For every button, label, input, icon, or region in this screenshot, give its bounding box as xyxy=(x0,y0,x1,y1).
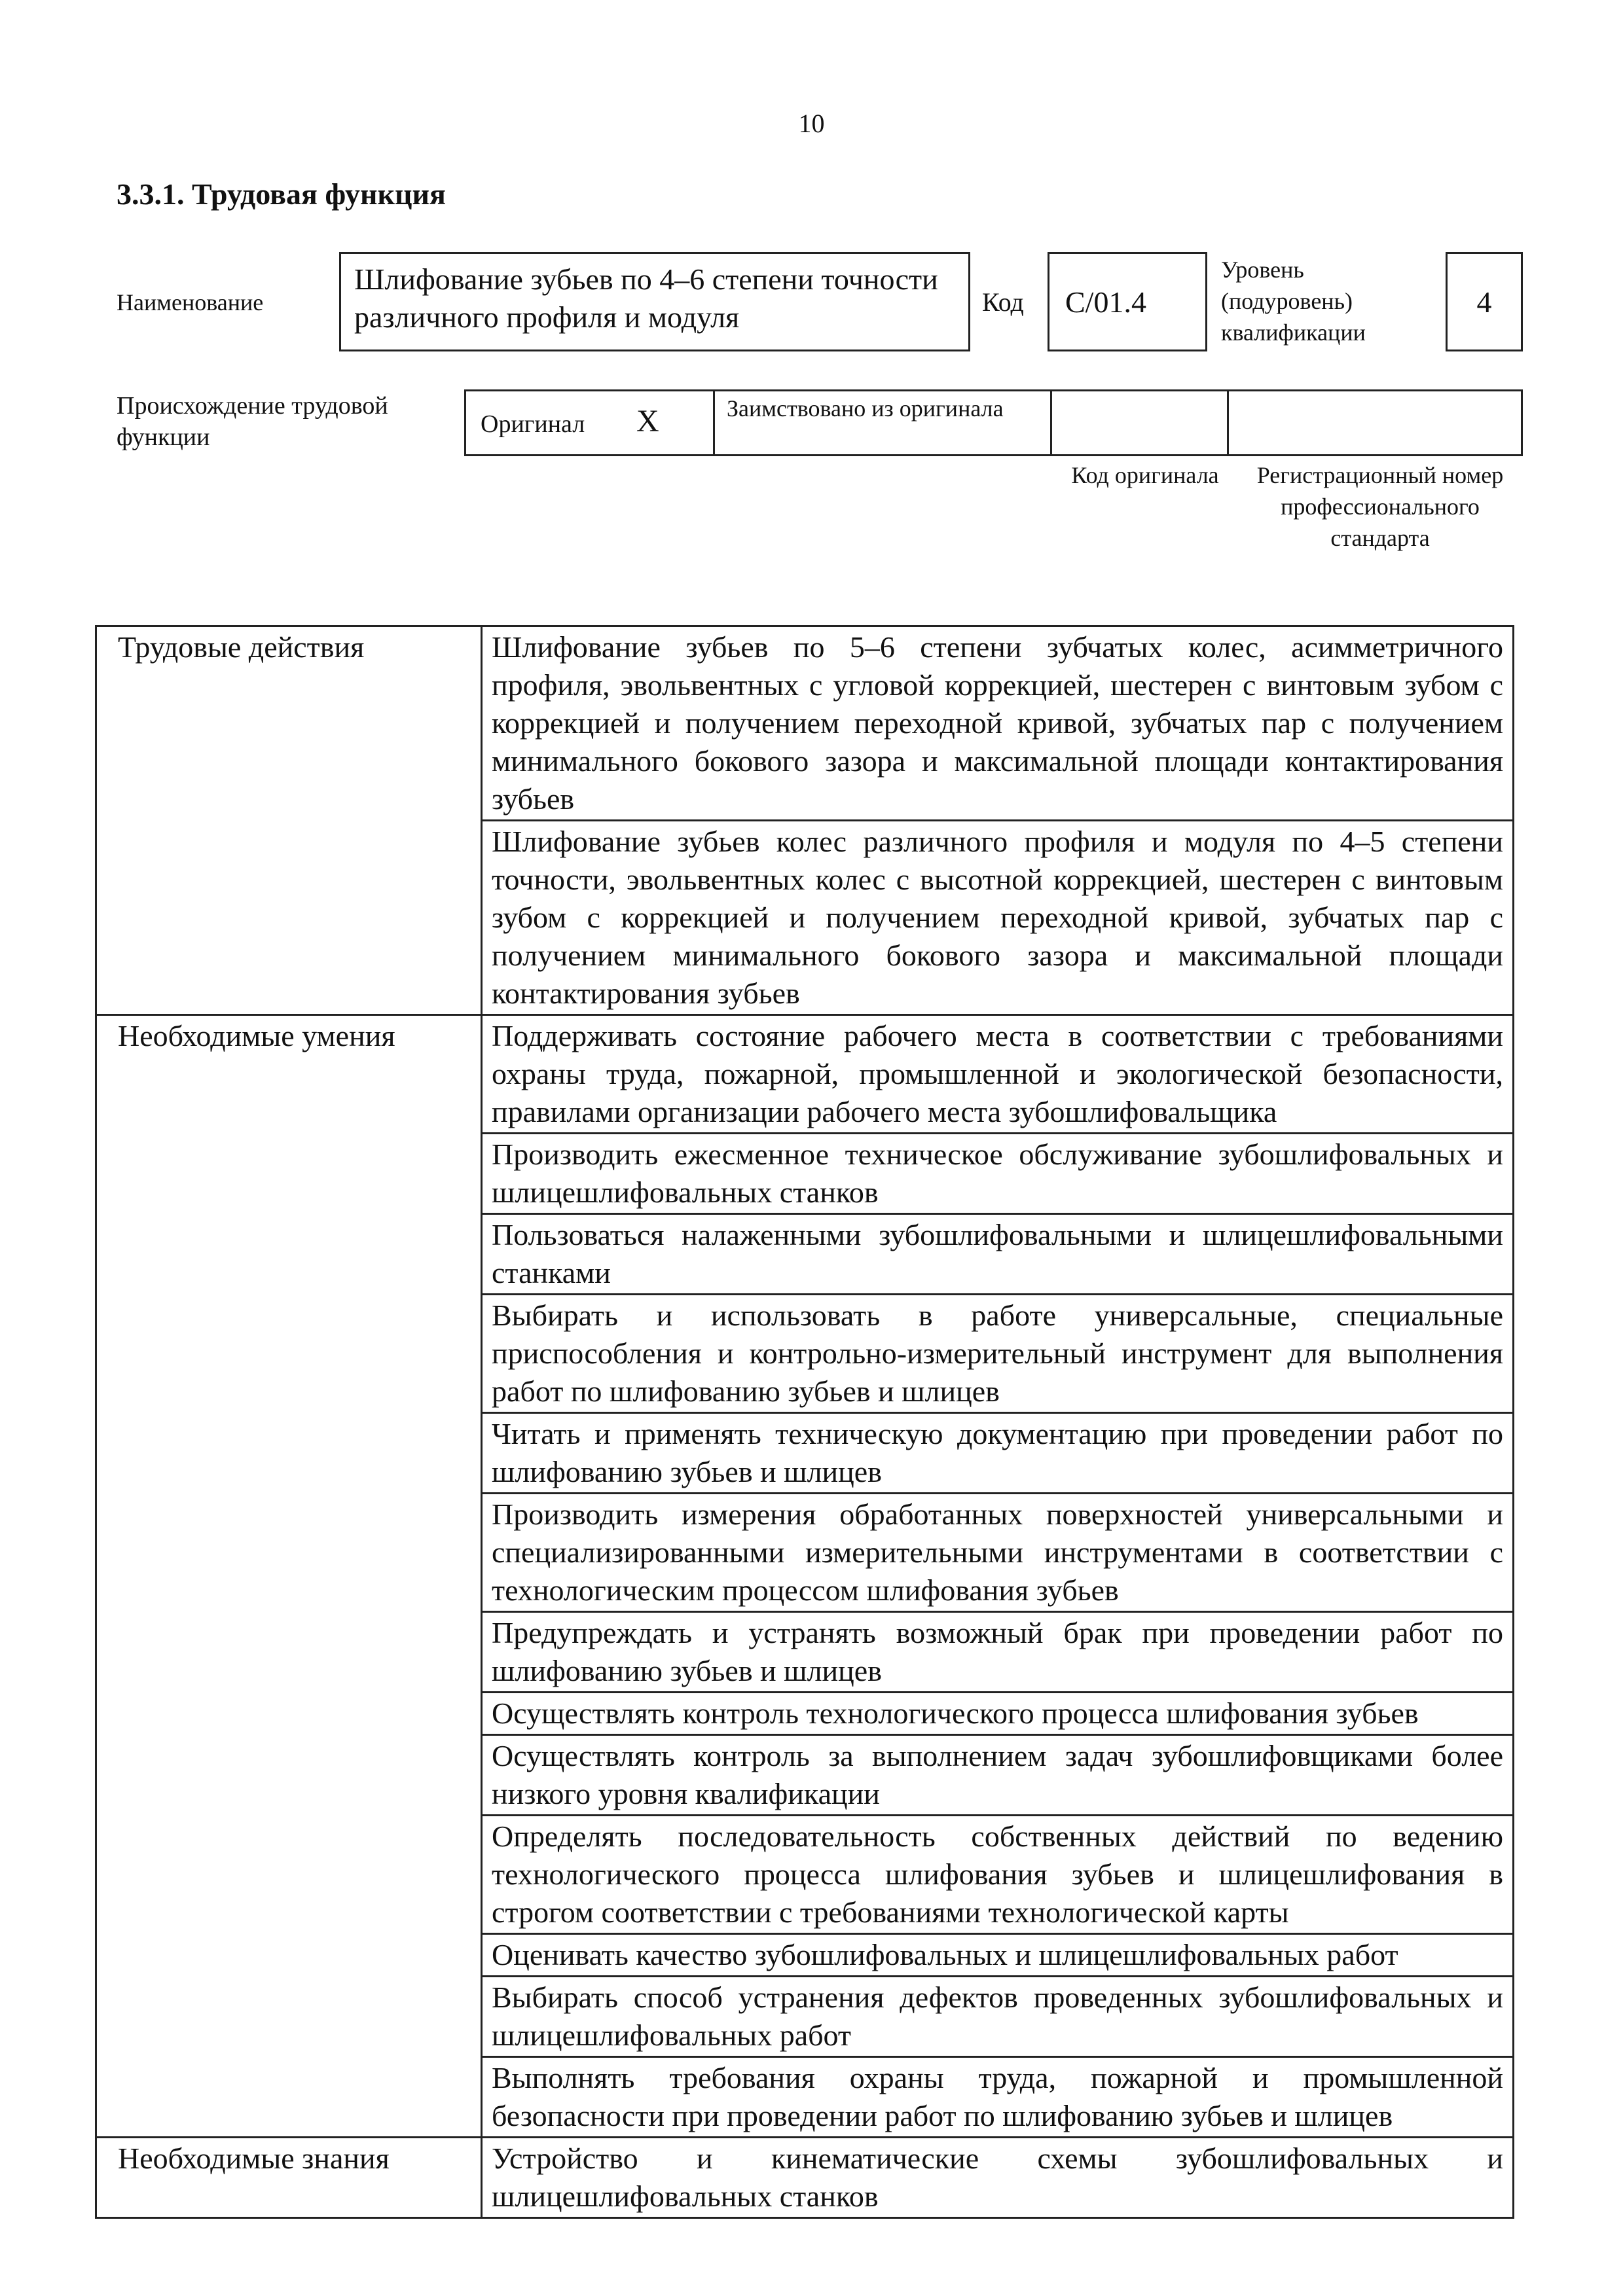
code-box: С/01.4 xyxy=(1048,252,1207,351)
section-item: Выбирать и использовать в работе универсальные, специальные приспособления и контрольно-измерительный инструмент для выполнения работ по шлифованию зубьев и шлицев xyxy=(482,1295,1514,1413)
function-name-box: Шлифование зубьев по 4–6 степени точности различного профиля и модуля xyxy=(339,252,970,351)
function-details-table xyxy=(95,625,1514,2219)
section-item: Определять последовательность собственных действий по ведению технологического процесса шлифования зубьев и шлицешлифования в строгом соответствии с требованиями технологической карты xyxy=(482,1816,1514,1934)
section-item: Производить ежесменное техническое обслуживание зубошлифовальных и шлицешлифовальных станков xyxy=(482,1134,1514,1214)
page-number: 10 xyxy=(798,109,825,138)
original-mark: Х xyxy=(636,404,659,439)
origin-table xyxy=(464,389,1523,456)
section-item: Читать и применять техническую документацию при проведении работ по шлифованию зубьев и шлицев xyxy=(482,1413,1514,1494)
section-category: Необходимые умения xyxy=(96,1015,482,2138)
section-item: Устройство и кинематические схемы зубошлифовальных и шлицешлифовальных станков xyxy=(482,2138,1514,2218)
section-item: Осуществлять контроль за выполнением задач зубошлифовщиками более низкого уровня квалификации xyxy=(482,1735,1514,1816)
function-details-body xyxy=(96,626,1514,2218)
section-item: Оценивать качество зубошлифовальных и шлицешлифовальных работ xyxy=(482,1934,1514,1977)
section-item: Осуществлять контроль технологического процесса шлифования зубьев xyxy=(482,1693,1514,1735)
original-code-caption: Код оригинала xyxy=(1071,462,1219,488)
origin-label: Происхождение трудовой функции xyxy=(117,392,388,451)
registration-number-caption: Регистрационный номер профессионального стандарта xyxy=(1256,462,1504,551)
section-item: Шлифование зубьев колес различного профиля и модуля по 4–5 степени точности, эвольвентных колес с высотной коррекцией, шестерен с винтовым зубом с коррекцией и получением переходной кривой, зубчатых пар с получением минимального бокового зазора и максимальной площади контактирования зубьев xyxy=(482,821,1514,1015)
section-category: Трудовые действия xyxy=(96,626,482,1015)
level-box: 4 xyxy=(1446,252,1523,351)
original-label: Оригинал xyxy=(481,410,585,438)
origin-borrowed-cell xyxy=(715,391,1052,454)
origin-code-cell xyxy=(1052,391,1229,454)
section-item: Выполнять требования охраны труда, пожарной и промышленной безопасности при проведении работ по шлифованию зубьев и шлицев xyxy=(482,2057,1514,2138)
section-item: Поддерживать состояние рабочего места в соответствии с требованиями охраны труда, пожарной, промышленной и экологической безопасности, правилами организации рабочего места зубошлифовальщика xyxy=(482,1015,1514,1134)
section-item: Производить измерения обработанных поверхностей универсальными и специализированными измерительными инструментами в соответствии с технологическим процессом шлифования зубьев xyxy=(482,1494,1514,1612)
table-row xyxy=(96,2138,1514,2218)
section-category: Необходимые знания xyxy=(96,2138,482,2218)
borrowed-label: Заимствовано из оригинала xyxy=(727,395,1004,422)
origin-original-cell xyxy=(466,391,715,454)
origin-registration-cell xyxy=(1229,391,1521,454)
section-item: Выбирать способ устранения дефектов проведенных зубошлифовальных и шлицешлифовальных работ xyxy=(482,1977,1514,2057)
code-label: Код xyxy=(982,287,1024,317)
section-item: Шлифование зубьев по 5–6 степени зубчатых колес, асимметричного профиля, эвольвентных с угловой коррекцией, шестерен с винтовым зубом с коррекцией и получением переходной кривой, зубчатых пар с получением минимального бокового зазора и максимальной площади контактирования зубьев xyxy=(482,626,1514,821)
table-row xyxy=(96,626,1514,821)
table-row xyxy=(96,1015,1514,1134)
section-item: Предупреждать и устранять возможный брак при проведении работ по шлифованию зубьев и шлицев xyxy=(482,1612,1514,1693)
name-label: Наименование xyxy=(117,289,264,315)
section-title: 3.3.1. Трудовая функция xyxy=(117,177,446,211)
section-item: Пользоваться налаженными зубошлифовальными и шлицешлифовальными станками xyxy=(482,1214,1514,1295)
level-label: Уровень (подуровень) квалификации xyxy=(1221,257,1366,346)
